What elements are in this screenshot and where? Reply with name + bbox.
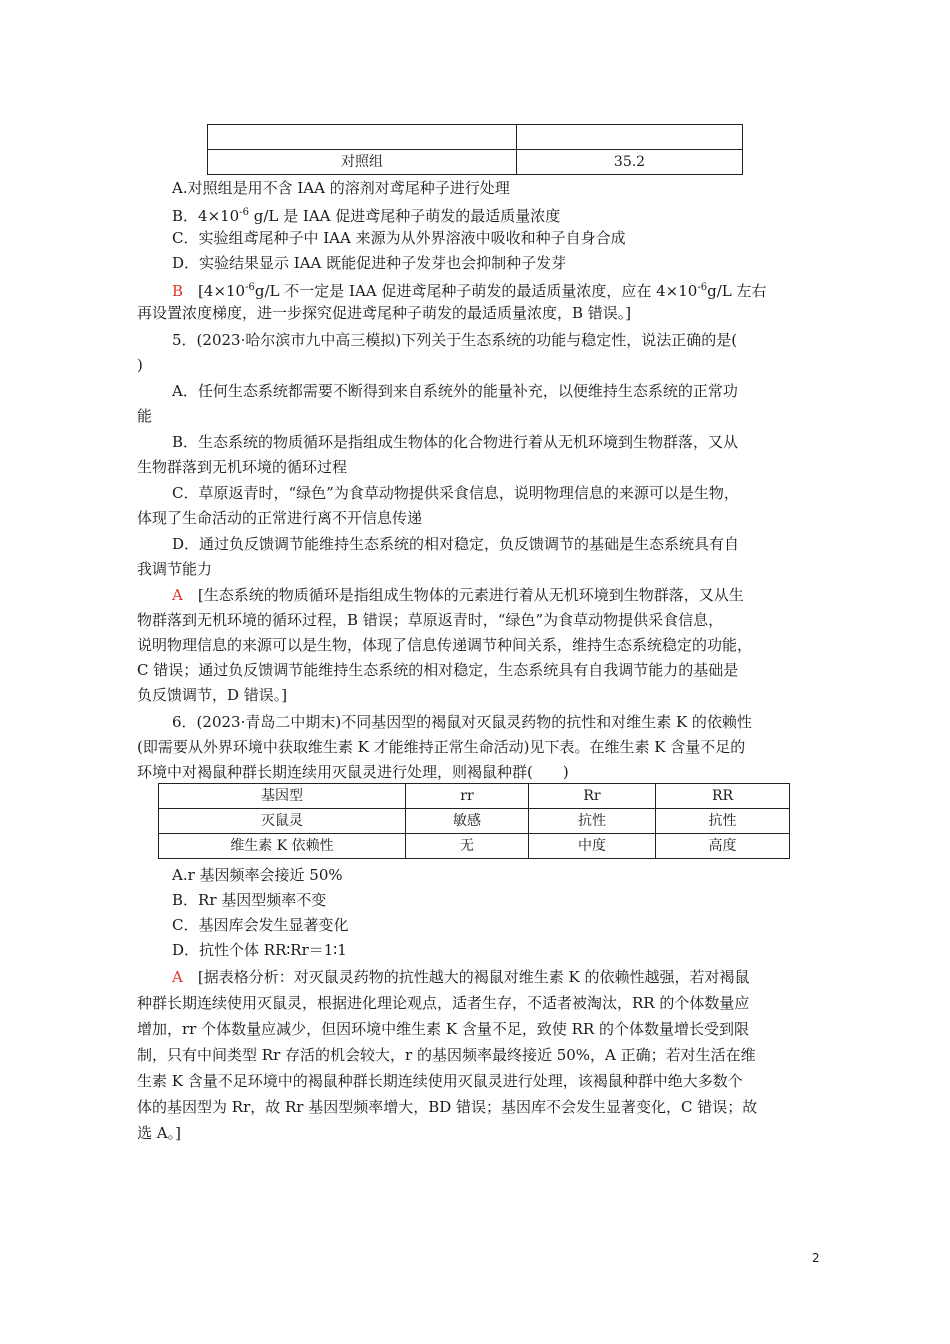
q4-option-b [172, 202, 560, 227]
table-cell: 灭鼠灵 [159, 809, 406, 834]
q4-exponent-1: -6 [245, 282, 255, 293]
q5-option-c-line-2: 体现了生命活动的正常进行离不开信息传递 [137, 509, 423, 527]
q4-explanation-line-2: 再设置浓度梯度，进一步探究促进鸢尾种子萌发的最适质量浓度，B 错误。] [137, 304, 632, 322]
q6-stem-line-1: 6．(2023·青岛二中期末)不同基因型的褐鼠对灭鼠灵药物的抗性和对维生素 K 的依赖性 [172, 713, 752, 731]
q4-exponent-2: -6 [697, 282, 708, 293]
table-row [159, 834, 790, 859]
q4-explanation-c: g/L 左右 [707, 282, 767, 300]
q5-answer: A [172, 586, 183, 604]
table-row [208, 125, 743, 150]
q5-stem-line-1: 5．(2023·哈尔滨市九中高三模拟)下列关于生态系统的功能与稳定性，说法正确的是( [172, 331, 738, 349]
table-cell: 抗性 [656, 809, 790, 834]
table-cell: 无 [406, 834, 529, 859]
table-cell: 35.2 [517, 150, 743, 175]
q6-explanation-text: [据表格分析：对灭鼠灵药物的抗性越大的褐鼠对维生素 K 的依赖性越强，若对褐鼠 [197, 968, 750, 986]
q6-explanation-line-6: 体的基因型为 Rr，故 Rr 基因型频率增大，BD 错误；基因库不会发生显著变化，C 错误；故 [137, 1098, 758, 1116]
q4-option-b-text: B．4×10 [172, 207, 240, 225]
q5-explanation-text: [生态系统的物质循环是指组成生物体的元素进行着从无机环境到生物群落，又从生 [197, 586, 744, 604]
table-cell [517, 125, 743, 150]
table-header-cell: RR [656, 784, 790, 809]
q5-option-d-line-2: 我调节能力 [137, 560, 213, 578]
q6-answer: A [172, 968, 183, 986]
q4-answer: B [172, 282, 184, 300]
q5-option-b-line-2: 生物群落到无机环境的循环过程 [137, 458, 348, 476]
q5-stem-line-2: ) [137, 356, 143, 374]
q4-option-c: C．实验组鸢尾种子中 IAA 来源为从外界溶液中吸收和种子自身合成 [172, 229, 626, 247]
q6-explanation-line-4: 制，只有中间类型 Rr 存活的机会较大，r 的基因频率最终接近 50%，A 正确；若对生活在维 [137, 1046, 756, 1064]
q5-option-a-line-1: A．任何生态系统都需要不断得到来自系统外的能量补充，以便维持生态系统的正常功 [172, 382, 738, 400]
q6-explanation-line-7: 选 A。] [137, 1124, 181, 1142]
table-header-cell: Rr [529, 784, 656, 809]
q6-explanation-line-5: 生素 K 含量不足环境中的褐鼠种群长期连续使用灭鼠灵进行处理，该褐鼠种群中绝大多数个 [137, 1072, 743, 1090]
q6-option-d: D．抗性个体 RR∶Rr＝1∶1 [172, 941, 347, 959]
q4-option-d: D．实验结果显示 IAA 既能促进种子发芽也会抑制种子发芽 [172, 254, 567, 272]
q4-explanation-line-1 [172, 277, 766, 302]
table-row [208, 150, 743, 175]
q6-option-a: A.r 基因频率会接近 50% [172, 866, 343, 884]
q5-option-a-line-2: 能 [137, 407, 153, 425]
table-header-cell: rr [406, 784, 529, 809]
q5-option-d-line-1: D．通过负反馈调节能维持生态系统的相对稳定，负反馈调节的基础是生态系统具有自 [172, 535, 740, 553]
genotype-table [158, 783, 790, 859]
q6-stem-line-2: (即需要从外界环境中获取维生素 K 才能维持正常生命活动)见下表。在维生素 K 含量不足的 [137, 738, 746, 756]
q4-option-b-text-end: g/L 是 IAA 促进鸢尾种子萌发的最适质量浓度 [248, 207, 561, 225]
q5-explanation-line-3: 说明物理信息的来源可以是生物，体现了信息传递调节种间关系，维持生态系统稳定的功能， [137, 636, 753, 654]
table-cell: 中度 [529, 834, 656, 859]
table-header-cell: 基因型 [159, 784, 406, 809]
iaa-table [207, 124, 743, 175]
q6-explanation-line-3: 增加，rr 个体数量应减少，但因环境中维生素 K 含量不足，致使 RR 的个体数量增长受到限 [137, 1020, 749, 1038]
q5-option-b-line-1: B．生态系统的物质循环是指组成生物体的化合物进行着从无机环境到生物群落，又从 [172, 433, 739, 451]
q6-explanation-line-1 [172, 966, 749, 988]
q6-option-c: C．基因库会发生显著变化 [172, 916, 349, 934]
table-cell: 高度 [656, 834, 790, 859]
q4-explanation-a: [4×10 [198, 282, 246, 300]
q4-option-b-exponent: -6 [239, 207, 249, 218]
q4-explanation-b: g/L 不一定是 IAA 促进鸢尾种子萌发的最适质量浓度，应在 4×10 [254, 282, 698, 300]
q6-stem-line-3: 环境中对褐鼠种群长期连续用灭鼠灵进行处理，则褐鼠种群( ) [137, 763, 569, 781]
q6-explanation-line-2: 种群长期连续使用灭鼠灵，根据进化理论观点，适者生存，不适者被淘汰，RR 的个体数量应 [137, 994, 750, 1012]
q5-explanation-line-2: 物群落到无机环境的循环过程，B 错误；草原返青时，“绿色”为食草动物提供采食信息， [137, 611, 724, 629]
q5-explanation-line-5: 负反馈调节，D 错误。] [137, 686, 288, 704]
table-cell: 抗性 [529, 809, 656, 834]
table-cell [208, 125, 517, 150]
q5-option-c-line-1: C．草原返青时，“绿色”为食草动物提供采食信息，说明物理信息的来源可以是生物， [172, 484, 739, 502]
q4-option-a: A.对照组是用不含 IAA 的溶剂对鸢尾种子进行处理 [172, 179, 510, 197]
table-header-row [159, 784, 790, 809]
q6-option-b: B．Rr 基因型频率不变 [172, 891, 327, 909]
table-row [159, 809, 790, 834]
table-cell: 对照组 [208, 150, 517, 175]
page-number: 2 [812, 1251, 820, 1265]
table-cell: 维生素 K 依赖性 [159, 834, 406, 859]
table-cell: 敏感 [406, 809, 529, 834]
q5-explanation-line-4: C 错误；通过负反馈调节能维持生态系统的相对稳定，生态系统具有自我调节能力的基础是 [137, 661, 739, 679]
q5-explanation-line-1 [172, 584, 744, 606]
